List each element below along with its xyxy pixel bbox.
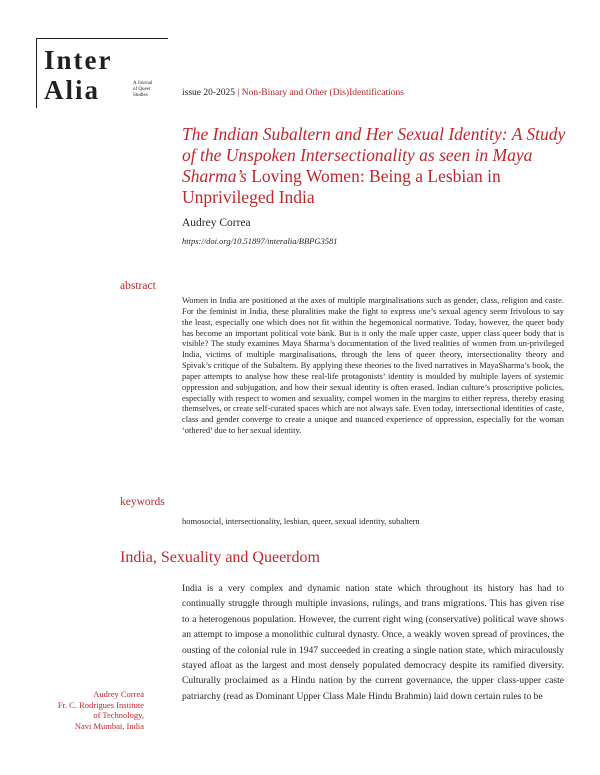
article-title <box>182 124 572 208</box>
issue-separator: | <box>237 88 240 98</box>
affiliation-line: Navi Mumbai, India <box>74 720 144 731</box>
issue-line <box>182 88 404 98</box>
body-text: India is a very complex and dynamic nation state which throughout its history has had to continually struggle through multiple invasions, rulings, and trans migrations. This has given rise to a heterogenous population. However, the current right wing (conservative) political wave shows an attempt to impose a monolithic cultural dynasty. Once, a weakly woven spread of provinces, the ousting of the colonial rule in 1947 succeeded in creating a single nation state, which miraculously stayed afloat as the largest and most densely populated democracy despite its ramified diversity. Culturally proclaimed as a Hindu nation by the current governance, the upper class-upper caste patriarchy (read as Dominant Upper Class Male Hindu Brahmin) laid down certain rules to be <box>182 583 564 702</box>
logo-subtitle: A Journal of Queer Studies <box>133 81 153 98</box>
affiliation-line: of Technology, <box>93 710 144 720</box>
logo-word-alia: Alia <box>44 75 101 105</box>
article-title-book: Loving Women: Being a Lesbian in Unprivileged India <box>182 166 501 207</box>
author-name: Audrey Correa <box>182 217 251 229</box>
affiliation-line: Fr. C. Rodrigues Institute <box>57 699 144 710</box>
keywords-label: keywords <box>120 496 165 508</box>
article-title-italic: The Indian Subaltern and Her Sexual Identity: A Study of the Unspoken Intersectionality as seen in Maya Sharma’s <box>182 124 566 186</box>
abstract-label: abstract <box>120 280 156 292</box>
journal-logo <box>36 38 168 108</box>
doi-link[interactable]: https://doi.org/10.51897/interalia/BBPG3581 <box>182 236 338 246</box>
section-heading: India, Sexuality and Queerdom <box>120 549 320 566</box>
author-affiliation <box>24 689 144 731</box>
affiliation-name: Audrey Correa <box>93 689 144 699</box>
keywords-text: homosocial, intersectionality, lesbian, queer, sexual identity, subaltern <box>182 516 420 526</box>
issue-title: Non-Binary and Other (Dis)Identifications <box>241 88 404 98</box>
issue-number: issue 20-2025 <box>182 88 236 98</box>
logo-word-inter: Inter <box>44 45 113 75</box>
abstract-text: Women in India are positioned at the axes of multiple marginalisations such as gender, class, religion and caste. For the feminist in India, these pluralities make the fight to express one’s sexual agency seem frivolous to say the least, especially one which does not fit within the hegemonical normative. Today, however, the queer body has become an important political vote bank. But is it only the male upper caste, upper class queer body that is visible? The study examines Maya Sharma’s documentation of the lived realities of women from un-privileged India, victims of multiple marginalisations, through the lens of queer theory, intersectionality theory and Spivak’s critique of the Subaltern. By applying these theories to the lived narratives in MayaSharma’s book, the paper attempts to analyse how these real-life protagonists’ identity is moulded by multiple layers of systemic oppression and subjugation, and how their sexual identity is often erased. Indian culture’s proscriptive policies, especially with respect to women and sexuality, compel women in the margins to either repress, thereby erasing themselves, or create self-curated spaces which are not always safe. Even today, intersectional identities of caste, class and gender converge to create a unique and nuanced experience of oppression, especially for the woman ‘othered’ due to her sexual identity. <box>182 295 564 436</box>
